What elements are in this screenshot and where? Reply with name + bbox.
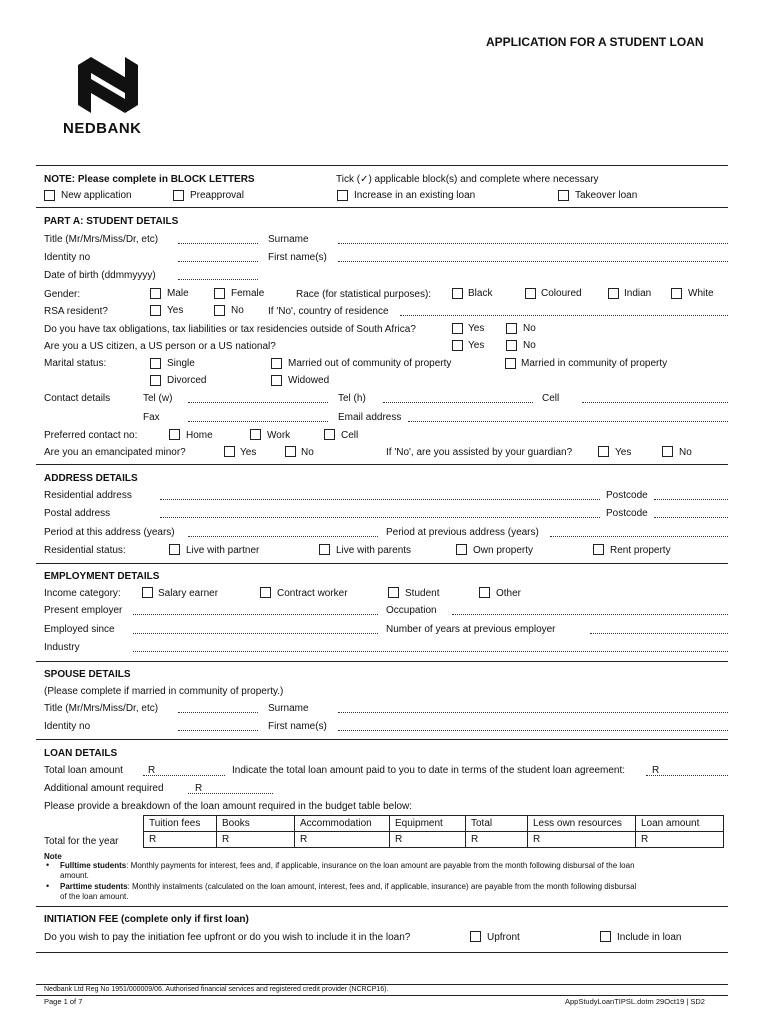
guardian-yes-checkbox[interactable]	[598, 446, 609, 457]
married-out-checkbox[interactable]	[271, 358, 282, 369]
bullet-icon: •	[46, 881, 50, 891]
divider	[36, 207, 728, 208]
pref-work-checkbox[interactable]	[250, 429, 261, 440]
fulltime-label: Fulltime students	[60, 861, 127, 870]
total-value-cell[interactable]: R	[466, 832, 528, 848]
widowed-label: Widowed	[288, 375, 330, 386]
student-label: Student	[405, 588, 440, 599]
preapproval-checkbox[interactable]	[173, 190, 184, 201]
race-black-label: Black	[468, 288, 493, 299]
emancipated-minor-question: Are you an emancipated minor?	[44, 447, 186, 458]
rsa-no-checkbox[interactable]	[214, 305, 225, 316]
fax-field[interactable]	[188, 421, 328, 422]
residential-status-label: Residential status:	[44, 545, 126, 556]
total-loan-label: Total loan amount	[44, 765, 123, 776]
pref-cell-checkbox[interactable]	[324, 429, 335, 440]
title-label: Title (Mr/Mrs/Miss/Dr, etc)	[44, 234, 159, 245]
postal-address-label: Postal address	[44, 508, 111, 519]
spouse-heading: SPOUSE DETAILS	[44, 669, 131, 680]
race-label: Race (for statistical purposes):	[296, 289, 432, 300]
other-label: Other	[496, 588, 522, 599]
spouse-note: (Please complete if married in community of property.)	[44, 686, 284, 697]
widowed-checkbox[interactable]	[271, 375, 282, 386]
total-loan-currency: R	[148, 765, 156, 776]
divider	[36, 563, 728, 564]
block-letters-note: NOTE: Please complete in BLOCK LETTERS	[44, 174, 255, 185]
occupation-label: Occupation	[386, 605, 437, 616]
us-yes-label: Yes	[468, 340, 485, 351]
single-label: Single	[167, 358, 195, 369]
tel-w-label: Tel (w)	[143, 393, 173, 404]
rsa-no-label: No	[231, 305, 244, 316]
dob-label: Date of birth (ddmmyyyy)	[44, 270, 156, 281]
tax-yes-label: Yes	[468, 323, 485, 334]
new-application-label: New application	[61, 190, 132, 201]
title-field[interactable]	[178, 243, 258, 244]
pref-cell-label: Cell	[341, 430, 359, 441]
contract-worker-checkbox[interactable]	[260, 587, 271, 598]
loan-heading: LOAN DETAILS	[44, 748, 118, 759]
contract-worker-label: Contract worker	[277, 588, 348, 599]
rsa-resident-label: RSA resident?	[44, 306, 108, 317]
email-field[interactable]	[408, 421, 728, 422]
takeover-loan-label: Takeover loan	[575, 190, 638, 201]
first-names-field[interactable]	[338, 261, 728, 262]
col-accommodation: Accommodation	[295, 816, 390, 832]
footer-divider	[36, 984, 728, 985]
budget-value-row	[144, 832, 724, 848]
include-in-loan-label: Include in loan	[617, 932, 682, 943]
tick-note: Tick (✓) applicable block(s) and complete where necessary	[336, 174, 599, 185]
page-number: Page 1 of 7	[44, 997, 83, 1006]
guardian-no-checkbox[interactable]	[662, 446, 673, 457]
fulltime-text: : Monthly payments for interest, fees and, if applicable, insurance on the loan amount are payable from the month following disbursal of the loan	[126, 861, 635, 870]
nedbank-logo-icon	[78, 57, 138, 113]
budget-table	[143, 815, 724, 848]
initiation-fee-heading: INITIATION FEE (complete only if first loan)	[44, 914, 249, 925]
dob-field[interactable]	[178, 279, 258, 280]
race-white-label: White	[688, 288, 714, 299]
industry-field[interactable]	[133, 651, 728, 652]
us-yes-checkbox[interactable]	[452, 340, 463, 351]
years-prev-employer-label: Number of years at previous employer	[386, 624, 556, 635]
identity-label: Identity no	[44, 252, 91, 263]
identity-field[interactable]	[178, 261, 258, 262]
live-parents-checkbox[interactable]	[319, 544, 330, 555]
residence-country-field[interactable]	[400, 315, 728, 316]
col-equipment: Equipment	[390, 816, 466, 832]
present-employer-label: Present employer	[44, 605, 123, 616]
increase-loan-checkbox[interactable]	[337, 190, 348, 201]
tel-w-field[interactable]	[188, 402, 328, 403]
paid-to-date-field[interactable]	[646, 775, 728, 776]
divider	[36, 906, 728, 907]
postcode-label: Postcode	[606, 490, 648, 501]
part-a-heading: PART A: STUDENT DETAILS	[44, 216, 179, 227]
minor-no-checkbox[interactable]	[285, 446, 296, 457]
divider	[36, 165, 728, 166]
increase-loan-label: Increase in an existing loan	[354, 190, 476, 201]
cell-field[interactable]	[582, 402, 728, 403]
surname-label: Surname	[268, 234, 309, 245]
spouse-surname-label: Surname	[268, 703, 309, 714]
live-parents-label: Live with parents	[336, 545, 412, 556]
us-question: Are you a US citizen, a US person or a US national?	[44, 341, 276, 352]
equipment-value-cell[interactable]: R	[390, 832, 466, 848]
budget-header-row	[144, 816, 724, 832]
col-books: Books	[217, 816, 295, 832]
own-resources-value-cell[interactable]: R	[528, 832, 636, 848]
tel-h-label: Tel (h)	[338, 393, 366, 404]
divider	[36, 661, 728, 662]
col-own-resources: Less own resources	[528, 816, 636, 832]
form-title: APPLICATION FOR A STUDENT LOAN	[486, 35, 704, 49]
residence-country-label: If 'No', country of residence	[268, 306, 389, 317]
upfront-checkbox[interactable]	[470, 931, 481, 942]
divider	[36, 464, 728, 465]
student-checkbox[interactable]	[388, 587, 399, 598]
guardian-no-label: No	[679, 447, 692, 458]
note-title: Note	[44, 852, 62, 861]
spouse-first-names-label: First name(s)	[268, 721, 327, 732]
live-partner-label: Live with partner	[186, 545, 260, 556]
tuition-value-cell[interactable]: R	[144, 832, 217, 848]
postal-postcode-field[interactable]	[654, 517, 728, 518]
race-coloured-label: Coloured	[541, 288, 582, 299]
paid-to-date-currency: R	[652, 765, 660, 776]
spouse-identity-label: Identity no	[44, 721, 91, 732]
fulltime-note	[60, 861, 635, 870]
period-prev-address-field[interactable]	[550, 536, 728, 537]
col-tuition: Tuition fees	[144, 816, 217, 832]
rsa-yes-label: Yes	[167, 305, 184, 316]
parttime-note	[60, 882, 636, 891]
own-property-label: Own property	[473, 545, 534, 556]
additional-amount-field[interactable]	[188, 793, 273, 794]
parttime-note-cont: of the loan amount.	[60, 892, 129, 901]
residential-address-label: Residential address	[44, 490, 132, 501]
parttime-label: Parttime students	[60, 882, 128, 891]
pref-home-label: Home	[186, 430, 213, 441]
residential-address-field[interactable]	[160, 499, 600, 500]
period-address-field[interactable]	[188, 536, 378, 537]
marital-label: Marital status:	[44, 358, 107, 369]
first-names-label: First name(s)	[268, 252, 327, 263]
surname-field[interactable]	[338, 243, 728, 244]
registration-text: Nedbank Ltd Reg No 1951/000009/06. Authorised financial services and registered credit provider (NCRCP16).	[44, 986, 389, 993]
brand-name: NEDBANK	[63, 120, 142, 137]
rent-property-label: Rent property	[610, 545, 671, 556]
race-black-checkbox[interactable]	[452, 288, 463, 299]
occupation-field[interactable]	[452, 614, 728, 615]
female-checkbox[interactable]	[214, 288, 225, 299]
married-out-label: Married out of community of property	[288, 358, 452, 369]
col-total: Total	[466, 816, 528, 832]
new-application-checkbox[interactable]	[44, 190, 55, 201]
preapproval-label: Preapproval	[190, 190, 244, 201]
include-in-loan-checkbox[interactable]	[600, 931, 611, 942]
takeover-loan-checkbox[interactable]	[558, 190, 569, 201]
footer-divider	[36, 995, 728, 996]
divorced-checkbox[interactable]	[150, 375, 161, 386]
preferred-contact-label: Preferred contact no:	[44, 430, 138, 441]
employment-heading: EMPLOYMENT DETAILS	[44, 571, 160, 582]
guardian-question: If 'No', are you assisted by your guardian?	[386, 447, 573, 458]
rsa-yes-checkbox[interactable]	[150, 305, 161, 316]
spouse-title-label: Title (Mr/Mrs/Miss/Dr, etc)	[44, 703, 159, 714]
cell-label: Cell	[542, 393, 560, 404]
employed-since-field[interactable]	[133, 633, 378, 634]
race-coloured-checkbox[interactable]	[525, 288, 536, 299]
address-heading: ADDRESS DETAILS	[44, 473, 138, 484]
total-loan-field[interactable]	[143, 775, 225, 776]
us-no-label: No	[523, 340, 536, 351]
male-label: Male	[167, 288, 189, 299]
period-prev-address-label: Period at previous address (years)	[386, 527, 539, 538]
income-category-label: Income category:	[44, 588, 121, 599]
initiation-fee-question: Do you wish to pay the initiation fee upfront or do you wish to include it in the loan?	[44, 932, 411, 943]
spouse-title-field[interactable]	[178, 712, 258, 713]
minor-yes-label: Yes	[240, 447, 257, 458]
postcode-label: Postcode	[606, 508, 648, 519]
pref-home-checkbox[interactable]	[169, 429, 180, 440]
salary-earner-label: Salary earner	[158, 588, 219, 599]
gender-label: Gender:	[44, 289, 81, 300]
female-label: Female	[231, 288, 265, 299]
pref-work-label: Work	[267, 430, 291, 441]
divider	[36, 739, 728, 740]
tax-no-checkbox[interactable]	[506, 323, 517, 334]
period-address-label: Period at this address (years)	[44, 527, 175, 538]
rent-property-checkbox[interactable]	[593, 544, 604, 555]
contact-details-label: Contact details	[44, 393, 111, 404]
married-in-label: Married in community of property	[521, 358, 668, 369]
male-checkbox[interactable]	[150, 288, 161, 299]
tel-h-field[interactable]	[383, 402, 533, 403]
race-indian-label: Indian	[624, 288, 652, 299]
additional-amount-currency: R	[195, 783, 203, 794]
guardian-yes-label: Yes	[615, 447, 632, 458]
books-value-cell[interactable]: R	[217, 832, 295, 848]
race-indian-checkbox[interactable]	[608, 288, 619, 299]
spouse-first-names-field[interactable]	[338, 730, 728, 731]
other-checkbox[interactable]	[479, 587, 490, 598]
live-partner-checkbox[interactable]	[169, 544, 180, 555]
present-employer-field[interactable]	[133, 614, 378, 615]
single-checkbox[interactable]	[150, 358, 161, 369]
own-property-checkbox[interactable]	[456, 544, 467, 555]
residential-postcode-field[interactable]	[654, 499, 728, 500]
spouse-surname-field[interactable]	[338, 712, 728, 713]
upfront-label: Upfront	[487, 932, 520, 943]
spouse-identity-field[interactable]	[178, 730, 258, 731]
tax-no-label: No	[523, 323, 536, 334]
married-in-checkbox[interactable]	[505, 358, 516, 369]
bullet-icon: •	[46, 860, 50, 870]
indicate-paid-label: Indicate the total loan amount paid to you to date in terms of the student loan agreement:	[232, 765, 626, 776]
accommodation-value-cell[interactable]: R	[295, 832, 390, 848]
total-year-label: Total for the year	[44, 836, 119, 847]
us-no-checkbox[interactable]	[506, 340, 517, 351]
minor-yes-checkbox[interactable]	[224, 446, 235, 457]
parttime-text: : Monthly instalments (calculated on the loan amount, interest, fees and, if applicable, insurance) are payable from the month following disbursal	[127, 882, 637, 891]
email-label: Email address	[338, 412, 402, 423]
years-prev-employer-field[interactable]	[590, 633, 728, 634]
col-loan-amount: Loan amount	[636, 816, 724, 832]
salary-earner-checkbox[interactable]	[142, 587, 153, 598]
divider	[36, 952, 728, 953]
industry-label: Industry	[44, 642, 80, 653]
postal-address-field[interactable]	[160, 517, 600, 518]
minor-no-label: No	[301, 447, 314, 458]
employed-since-label: Employed since	[44, 624, 115, 635]
tax-yes-checkbox[interactable]	[452, 323, 463, 334]
fax-label: Fax	[143, 412, 160, 423]
divorced-label: Divorced	[167, 375, 207, 386]
loan-amount-value-cell[interactable]: R	[636, 832, 724, 848]
additional-amount-label: Additional amount required	[44, 783, 164, 794]
race-white-checkbox[interactable]	[671, 288, 682, 299]
document-code: AppStudyLoanTIPSL.dotm 29Oct19 | SD2	[565, 997, 705, 1006]
breakdown-label: Please provide a breakdown of the loan amount required in the budget table below:	[44, 801, 413, 812]
fulltime-note-cont: amount.	[60, 871, 89, 880]
tax-question: Do you have tax obligations, tax liabilities or tax residencies outside of South Africa?	[44, 324, 416, 335]
